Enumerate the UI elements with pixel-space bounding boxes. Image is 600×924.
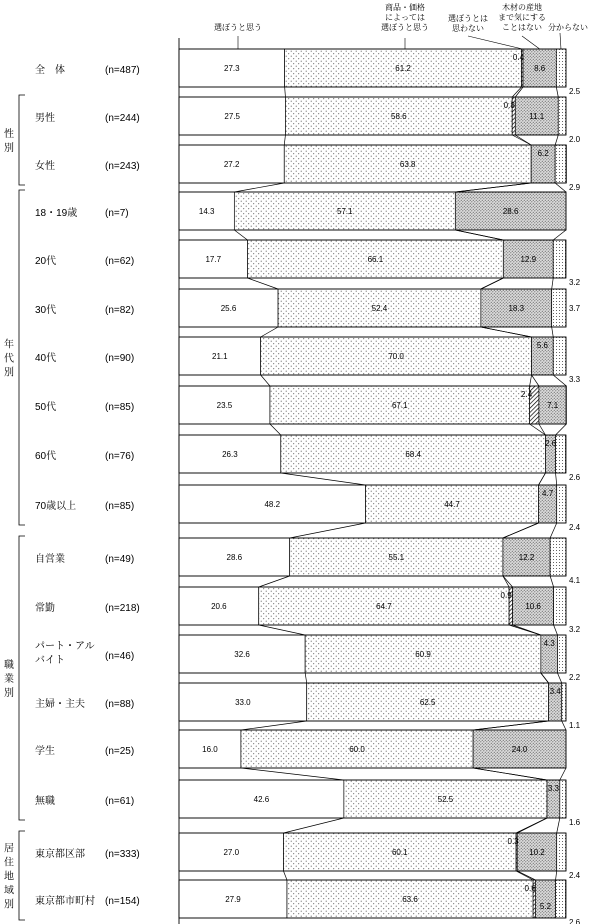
row-label: 20代 xyxy=(35,256,57,267)
group-bracket xyxy=(19,536,25,820)
row-label: 自営業 xyxy=(35,554,65,565)
value-label: 28.6 xyxy=(226,553,243,562)
legend-label-yes: 選ぼうと思う xyxy=(214,23,262,32)
value-label: 3.7 xyxy=(569,304,581,313)
value-label: 5.2 xyxy=(539,902,552,911)
legend-label-unknown: 分からない xyxy=(548,23,588,32)
row-label: 50代 xyxy=(35,402,57,413)
row-n: (n=487) xyxy=(105,65,140,76)
value-label: 2.4 xyxy=(521,390,533,399)
value-label: 0.8 xyxy=(503,101,515,110)
bar-segment-unknown xyxy=(557,833,566,871)
connector-line xyxy=(283,871,286,880)
value-label: 63.8 xyxy=(399,160,416,169)
value-label: 2.6 xyxy=(544,439,557,448)
value-label: 0.9 xyxy=(500,591,512,600)
bar-segment-unknown xyxy=(558,97,566,135)
bar-segment-unknown xyxy=(560,780,566,818)
legend-label-depends: 商品・価格 xyxy=(385,3,425,12)
value-label: 2.2 xyxy=(569,673,581,682)
bar-segment-unknown xyxy=(556,435,566,473)
connector-line xyxy=(259,625,305,635)
value-label: 27.9 xyxy=(225,895,241,904)
group-label-char: 性 xyxy=(4,129,14,140)
connector-line xyxy=(241,768,344,780)
connector-line xyxy=(284,135,285,145)
value-label: 17.7 xyxy=(205,255,222,264)
value-label: 20.6 xyxy=(211,602,227,611)
connector-line xyxy=(555,183,566,192)
row-label: 男性 xyxy=(35,113,55,124)
legend xyxy=(214,2,588,49)
value-label: 48.2 xyxy=(264,500,281,509)
value-label: 27.3 xyxy=(224,64,240,73)
value-label: 25.6 xyxy=(220,304,237,313)
value-label: 58.6 xyxy=(391,112,407,121)
value-label: 0.4 xyxy=(512,53,525,62)
legend-leader-line xyxy=(560,33,561,49)
value-label: 68.4 xyxy=(405,450,421,459)
value-label: 12.9 xyxy=(520,255,537,264)
connector-line xyxy=(305,673,307,683)
connector-line xyxy=(261,375,270,386)
connector-line xyxy=(517,818,547,833)
row-labels xyxy=(35,63,140,907)
value-label: 70.0 xyxy=(388,352,404,361)
row-n: (n=88) xyxy=(105,699,135,710)
value-label: 11.1 xyxy=(529,112,545,121)
value-label: 2.4 xyxy=(569,871,581,880)
connector-line xyxy=(541,673,549,683)
row-label: 学生 xyxy=(35,746,55,757)
connector-line xyxy=(234,183,284,192)
value-label: 0.6 xyxy=(524,884,536,893)
row-label: 全 体 xyxy=(35,65,65,76)
value-label: 3.3 xyxy=(547,784,559,793)
row-n: (n=7) xyxy=(105,208,129,219)
connector-line xyxy=(455,183,531,192)
row-label: 東京都区部 xyxy=(35,849,85,860)
value-label: 63.6 xyxy=(402,895,418,904)
value-label: 4.7 xyxy=(542,489,554,498)
connector-line xyxy=(557,673,561,683)
connector-line xyxy=(234,230,247,240)
value-label: 10.6 xyxy=(525,602,541,611)
value-label: 67.1 xyxy=(391,401,408,410)
connector-line xyxy=(556,871,557,880)
legend-label-origin: まで気にする xyxy=(498,13,546,22)
connector-line xyxy=(283,818,343,833)
value-label: 3.2 xyxy=(569,278,581,287)
bars xyxy=(179,49,581,924)
connector-line xyxy=(290,523,366,538)
connector-line xyxy=(515,135,531,145)
value-label: 27.5 xyxy=(224,112,241,121)
row-n: (n=49) xyxy=(105,554,135,565)
value-label: 2.4 xyxy=(569,523,581,532)
group-label-char: 別 xyxy=(4,899,14,911)
value-label: 4.1 xyxy=(569,576,581,585)
group-bracket xyxy=(19,95,25,185)
legend-label-no: 思わない xyxy=(452,24,484,33)
connector-line xyxy=(281,473,366,485)
legend-label-origin: 木材の産地 xyxy=(502,3,542,12)
value-label: 0.3 xyxy=(507,837,519,846)
connector-line xyxy=(555,135,558,145)
group-bracket xyxy=(19,831,25,920)
row-label: 女性 xyxy=(35,161,55,172)
row-n: (n=90) xyxy=(105,353,135,364)
connector-line xyxy=(270,424,281,435)
bar-segment-unknown xyxy=(555,145,566,183)
row-n: (n=85) xyxy=(105,402,135,413)
value-label: 52.4 xyxy=(371,304,388,313)
value-label: 12.2 xyxy=(518,553,535,562)
connector-line xyxy=(503,576,513,587)
value-label: 66.1 xyxy=(367,255,384,264)
row-label: 無職 xyxy=(35,796,55,807)
value-label: 60.9 xyxy=(415,650,431,659)
value-label: 27.0 xyxy=(223,848,240,857)
connector-line xyxy=(285,87,286,97)
group-label-char: 年 xyxy=(4,339,14,351)
legend-leader-line xyxy=(468,36,522,49)
value-label: 5.6 xyxy=(536,341,548,350)
group-label-char: 業 xyxy=(4,674,14,685)
connector-line xyxy=(550,523,557,538)
value-label: 7.1 xyxy=(547,401,559,410)
legend-label-depends: によっては xyxy=(385,13,425,22)
row-label: 40代 xyxy=(35,353,57,364)
value-label: 33.0 xyxy=(235,698,251,707)
connector-line xyxy=(473,721,548,730)
value-label: 14.3 xyxy=(198,207,215,216)
value-label: 60.1 xyxy=(391,848,408,857)
connector-line xyxy=(261,327,278,337)
bar-segment-unknown xyxy=(553,337,566,375)
value-label: 2.0 xyxy=(569,135,581,144)
row-n: (n=62) xyxy=(105,256,135,267)
connector-line xyxy=(473,768,547,780)
value-label: 1.1 xyxy=(569,721,581,730)
row-label: 常勤 xyxy=(35,603,55,614)
value-label: 57.1 xyxy=(337,207,353,216)
row-n: (n=244) xyxy=(105,113,140,124)
connector-line xyxy=(554,625,558,635)
connector-line xyxy=(241,721,307,730)
legend-leader-line xyxy=(522,36,540,49)
value-label: 44.7 xyxy=(444,500,460,509)
value-label: 23.5 xyxy=(216,401,233,410)
group-label-char: 住 xyxy=(4,857,14,869)
connector-line xyxy=(539,424,546,435)
row-label: 30代 xyxy=(35,305,57,316)
value-label: 27.2 xyxy=(223,160,240,169)
bar-segment-unknown xyxy=(553,240,565,278)
row-label: パート・アル xyxy=(35,641,95,652)
row-n: (n=82) xyxy=(105,305,135,316)
bar-segment-unknown xyxy=(552,289,566,327)
group-brackets xyxy=(4,38,179,924)
bar-segment-unknown xyxy=(556,880,566,918)
value-label: 32.6 xyxy=(234,650,250,659)
connector-line xyxy=(530,375,532,386)
row-n: (n=46) xyxy=(105,651,135,662)
connector-line xyxy=(556,87,558,97)
value-label: 55.1 xyxy=(388,553,405,562)
value-label: 28.6 xyxy=(502,207,519,216)
group-label-char: 別 xyxy=(4,367,14,379)
connector-line xyxy=(562,721,566,730)
connector-line xyxy=(455,230,503,240)
group-label-char: 居 xyxy=(4,843,14,855)
connector-line xyxy=(553,375,566,386)
row-n: (n=76) xyxy=(105,451,135,462)
row-n: (n=154) xyxy=(105,896,140,907)
value-label: 4.3 xyxy=(543,639,555,648)
group-label-char: 地 xyxy=(4,871,14,883)
row-n: (n=218) xyxy=(105,603,140,614)
group-label-char: 代 xyxy=(4,353,14,365)
connector-line xyxy=(530,424,546,435)
value-label: 62.5 xyxy=(419,698,436,707)
value-label: 64.7 xyxy=(376,602,392,611)
row-label: 18・19歳 xyxy=(35,208,78,219)
row-label: 70歳以上 xyxy=(35,501,77,512)
connector-line xyxy=(557,818,560,833)
group-label-char: 職 xyxy=(4,660,14,671)
value-label: 2.5 xyxy=(569,87,581,96)
value-label: 21.1 xyxy=(212,352,228,361)
connector-line xyxy=(481,327,532,337)
row-label: バイト xyxy=(35,655,65,666)
value-label: 8.6 xyxy=(534,64,546,73)
connector-line xyxy=(513,625,541,635)
bar-segment-unknown xyxy=(556,49,566,87)
connector-line xyxy=(556,473,557,485)
group-bracket xyxy=(19,190,25,525)
value-label: 42.6 xyxy=(253,795,270,804)
value-label: 2.6 xyxy=(569,918,581,924)
connector-line xyxy=(532,375,539,386)
connector-line xyxy=(539,473,546,485)
value-label: 52.5 xyxy=(437,795,454,804)
connector-line xyxy=(552,327,554,337)
value-label: 60.0 xyxy=(349,745,365,754)
row-n: (n=61) xyxy=(105,796,135,807)
group-label-char: 別 xyxy=(4,143,14,154)
legend-label-no: 選ぼうとは xyxy=(448,14,488,23)
row-label: 東京都市町村 xyxy=(35,896,95,907)
value-label: 1.6 xyxy=(569,818,581,827)
group-label-char: 別 xyxy=(4,688,14,699)
row-n: (n=85) xyxy=(105,501,135,512)
value-label: 2.9 xyxy=(569,183,581,192)
bar-segment-origin xyxy=(535,880,555,918)
connector-line xyxy=(517,871,535,880)
row-n: (n=243) xyxy=(105,161,140,172)
value-label: 6.2 xyxy=(537,149,549,158)
value-label: 26.3 xyxy=(222,450,238,459)
legend-label-origin: ことはない xyxy=(502,23,542,32)
bar-segment-unknown xyxy=(550,538,566,576)
connector-line xyxy=(516,871,533,880)
bar-segment-unknown xyxy=(554,587,566,625)
row-n: (n=333) xyxy=(105,849,140,860)
connector-line xyxy=(259,576,290,587)
row-label: 主婦・主夫 xyxy=(35,699,85,710)
value-label: 3.4 xyxy=(549,687,561,696)
value-label: 16.0 xyxy=(202,745,218,754)
bar-segment-unknown xyxy=(557,485,566,523)
connector-line xyxy=(503,523,539,538)
value-label: 10.2 xyxy=(529,848,545,857)
row-label: 60代 xyxy=(35,451,57,462)
connector-line xyxy=(553,230,566,240)
bar-segment-unknown xyxy=(557,635,566,673)
connector-line xyxy=(550,576,553,587)
group-label-char: 域 xyxy=(4,885,14,897)
connector-line xyxy=(247,278,278,289)
value-label: 24.0 xyxy=(511,745,528,754)
value-label: 3.3 xyxy=(569,375,581,384)
connector-line xyxy=(481,278,503,289)
connector-line xyxy=(552,278,554,289)
value-label: 3.2 xyxy=(569,625,581,634)
bar-segment-unknown xyxy=(562,683,566,721)
connector-line xyxy=(560,768,566,780)
connector-line xyxy=(556,424,567,435)
value-label: 61.2 xyxy=(395,64,411,73)
row-n: (n=25) xyxy=(105,746,135,757)
value-label: 18.3 xyxy=(508,304,525,313)
legend-label-depends: 選ぼうと思う xyxy=(381,23,429,32)
value-label: 2.6 xyxy=(569,473,581,482)
